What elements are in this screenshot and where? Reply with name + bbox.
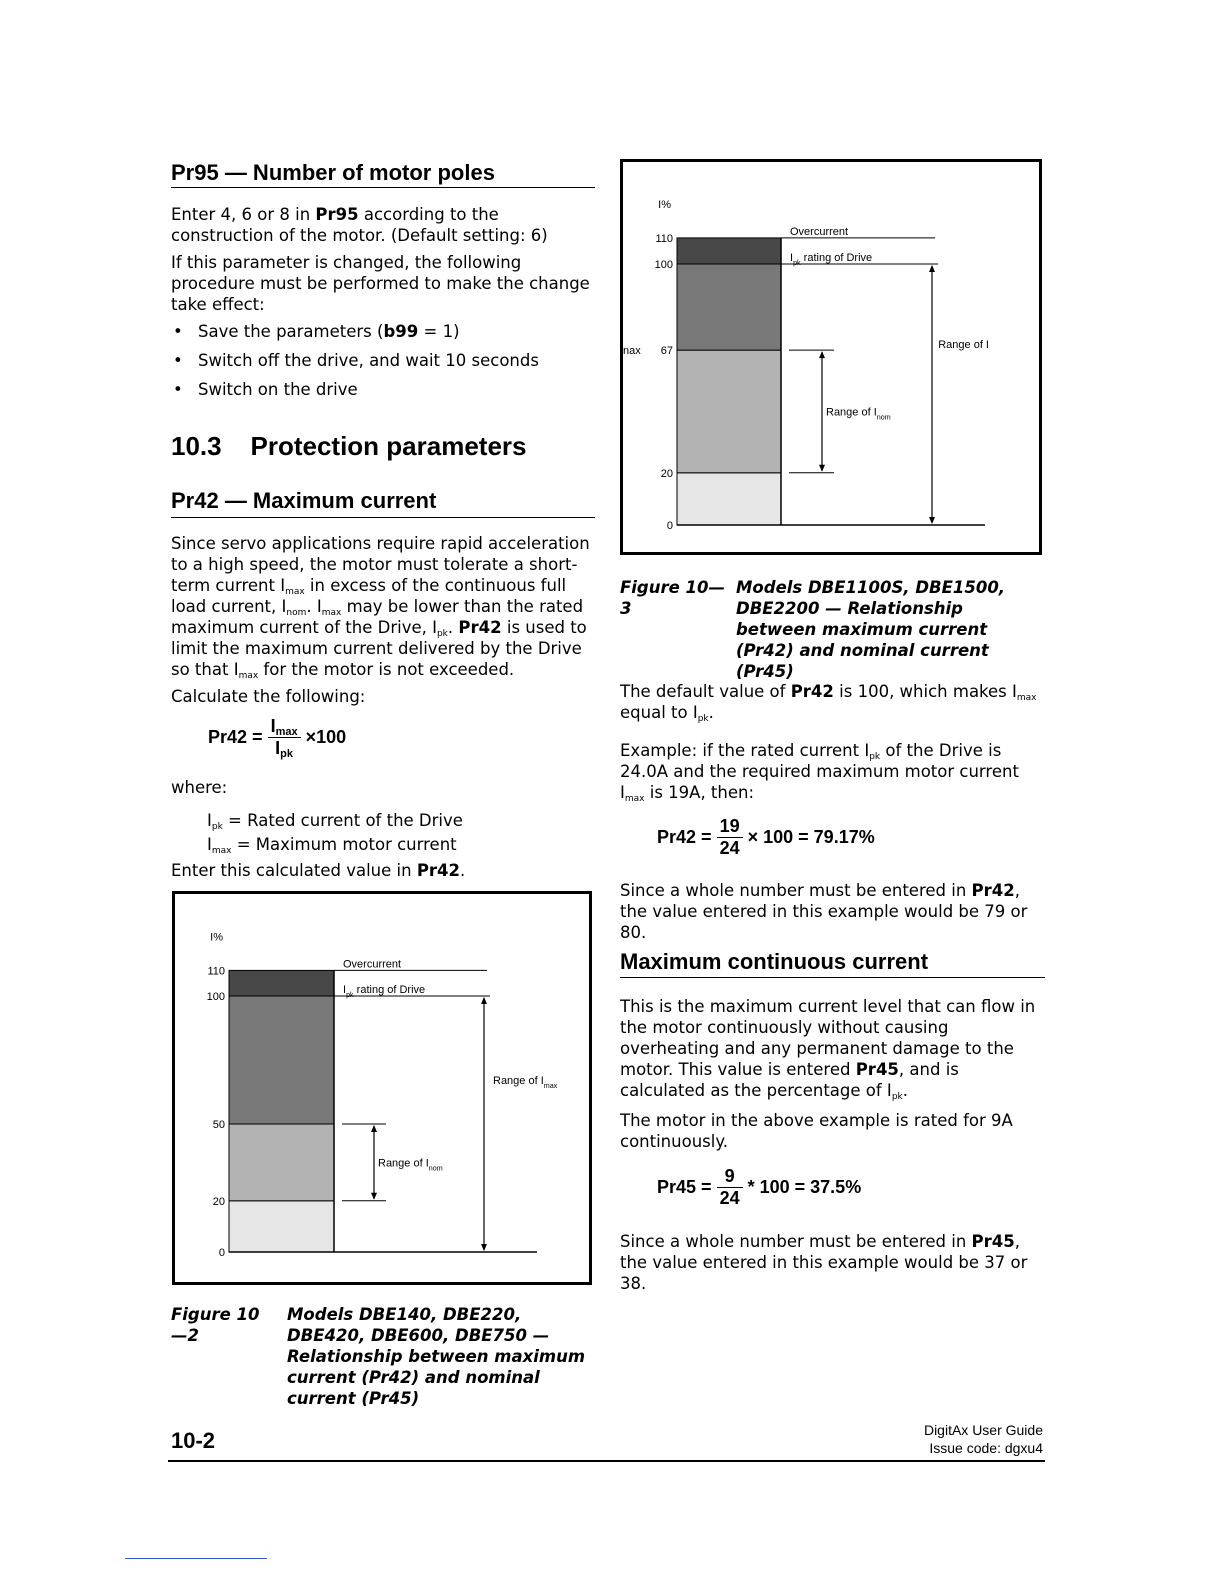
band-2 xyxy=(229,996,334,1124)
section-heading: 10.3 Protection parameters xyxy=(171,431,527,461)
definition-ipk: $I_{pk}$ = Rated current of the Drive xyxy=(207,811,463,832)
range-inom-label: Range of $I_{nom}$ xyxy=(378,1157,443,1173)
band-3 xyxy=(229,970,334,996)
default-text xyxy=(620,681,1046,809)
tick-label-100: 100 xyxy=(206,991,225,1003)
figure-10-3-caption: Models DBE1100S, DBE1500, DBE2200 — Relationship between maximum current (Pr42) and nominal current (Pr45) xyxy=(736,578,1006,681)
list-item: • Save the parameters (b99 = 1) xyxy=(171,321,597,342)
range-imax-label: Range of $I_{max}$ xyxy=(493,1075,558,1090)
formula-pr42: Pr42 = $\frac{I_{max}}{I_{pk}}$ ×100 xyxy=(208,716,347,760)
pr95-text xyxy=(171,204,597,408)
tick-label-20: 20 xyxy=(660,467,673,480)
y-axis-label: I% xyxy=(210,931,223,944)
pr95-paragraph-2: If this parameter is changed, the following procedure must be performed to make the change take effect: xyxy=(171,253,590,314)
ipk-rating-label: $I_{pk}$ rating of Drive xyxy=(343,984,426,999)
definition-imax: $I_{max}$ = Maximum motor current xyxy=(207,835,457,856)
enter-text: Enter this calculated value in Pr42. xyxy=(171,861,466,880)
tick-label-0: 0 xyxy=(218,1247,225,1259)
tick-label-110: 110 xyxy=(207,965,225,978)
range-inom-label: Range of $I_{nom}$ xyxy=(826,406,891,422)
inom-arrowhead-top xyxy=(819,351,825,358)
mcc-text xyxy=(620,996,1046,1158)
footer-info xyxy=(840,1421,1043,1457)
formula-pr42-example: Pr42 = $\frac{19}{24}$ × 100 = 79.17% xyxy=(657,816,875,858)
tick-label-67: 67 xyxy=(660,345,673,358)
band-2 xyxy=(677,264,781,350)
imax-arrowhead-bottom xyxy=(481,1244,487,1251)
default-paragraph: The default value of Pr42 is 100, which makes $I_{max}$ equal to $I_{pk}$. xyxy=(620,682,1037,724)
bottom-link-underline xyxy=(125,1558,267,1559)
band-1 xyxy=(677,350,781,473)
band-1 xyxy=(229,1124,334,1201)
ipk-rating-label: $I_{pk}$ rating of Drive xyxy=(790,252,873,267)
tick-label-50: 50 xyxy=(212,1119,225,1131)
mcc-paragraph-2: The motor in the above example is rated for 9A continuously. xyxy=(620,1111,1013,1151)
where-text xyxy=(171,777,597,804)
imax-arrowhead-top xyxy=(929,265,935,272)
list-item: • Switch off the drive, and wait 10 seconds xyxy=(171,350,597,371)
overcurrent-label: Overcurrent xyxy=(343,958,402,971)
footer-issue-code: Issue code: dgxu4 xyxy=(929,1440,1043,1456)
figure-10-2-number: Figure 10—2 xyxy=(171,1305,260,1345)
overcurrent-label: Overcurrent xyxy=(790,225,849,238)
heading-rule xyxy=(171,187,595,188)
pr42-text xyxy=(171,533,597,713)
inom-arrowhead-top xyxy=(371,1125,377,1132)
whole-number-text-2: Since a whole number must be entered in Pr45, the value entered in this example would be 37 or 38. xyxy=(620,1232,1028,1293)
imax-arrowhead-top xyxy=(481,997,487,1004)
figure-10-3-number: Figure 10—3 xyxy=(620,578,726,618)
tick-label-110: 110 xyxy=(655,232,673,245)
tick-label-20: 20 xyxy=(212,1195,225,1208)
inom-arrowhead-bottom xyxy=(371,1193,377,1200)
example-paragraph: Example: if the rated current $I_{pk}$ of the Drive is 24.0A and the required maximum motor current $I_{max}$ is 19A, then: xyxy=(620,741,1019,804)
definitions xyxy=(207,810,597,855)
band-0 xyxy=(677,473,781,525)
pr95-heading: Pr95 — Number of motor poles xyxy=(171,160,495,185)
mcc-heading: Maximum continuous current xyxy=(620,949,929,974)
whole-number-text-1: Since a whole number must be entered in Pr42, the value entered in this example would be 79 or 80. xyxy=(620,881,1028,942)
footer-rule xyxy=(168,1460,1045,1462)
list-item: • Switch on the drive xyxy=(171,379,597,400)
band-0 xyxy=(229,1201,334,1252)
chart-svg xyxy=(175,894,589,1282)
imax-arrowhead-bottom xyxy=(929,517,935,524)
pr42-heading: Pr42 — Maximum current xyxy=(171,488,437,513)
tick-label-0: 0 xyxy=(666,520,673,532)
tick-label-100: 100 xyxy=(654,259,673,271)
pr42-paragraph-1: Since servo applications require rapid acceleration to a high speed, the motor must tolerate a short-term current $I_{max}$ in excess of the continuous full load current, $I_{nom}$. $I_{max}$ may be lower than the rated maximum current of the Drive, $I_{pk}$. Pr42 is used to limit the maximum current delivered by the Drive so that $I_{max}$ for the motor is not exceeded. xyxy=(171,534,590,681)
pr95-paragraph-1: Enter 4, 6 or 8 in Pr95 according to the construction of the motor. (Default setting: 6) xyxy=(171,205,548,245)
calc-text: Calculate the following: xyxy=(171,687,366,706)
footer-guide-title: DigitAx User Guide xyxy=(923,1422,1043,1438)
heading-rule xyxy=(171,517,595,518)
figure-10-2-caption: Models DBE140, DBE220, DBE420, DBE600, DBE750 — Relationship between maximum current (Pr42) and nominal current (Pr45) xyxy=(287,1305,586,1408)
heading-rule xyxy=(620,977,1045,978)
inom-arrowhead-bottom xyxy=(819,465,825,472)
range-imax-label: Range of I xyxy=(938,339,989,351)
figure-10-2-chart xyxy=(172,891,592,1285)
page-number: 10-2 xyxy=(171,1428,216,1453)
where-label: where: xyxy=(171,778,228,797)
figure-10-3-chart xyxy=(620,159,1042,555)
mcc-paragraph-1: This is the maximum current level that can flow in the motor continuously without causing overheating and any permanent damage to the motor. This value is entered Pr45, and is calculated as the percentage of $I_{pk}$. xyxy=(620,997,1036,1102)
chart-svg xyxy=(623,162,1039,552)
band-3 xyxy=(677,238,781,264)
cut-label: nax xyxy=(623,345,641,358)
y-axis-label: I% xyxy=(658,198,671,211)
formula-pr45: Pr45 = $\frac{9}{24}$ * 100 = 37.5% xyxy=(657,1166,862,1208)
